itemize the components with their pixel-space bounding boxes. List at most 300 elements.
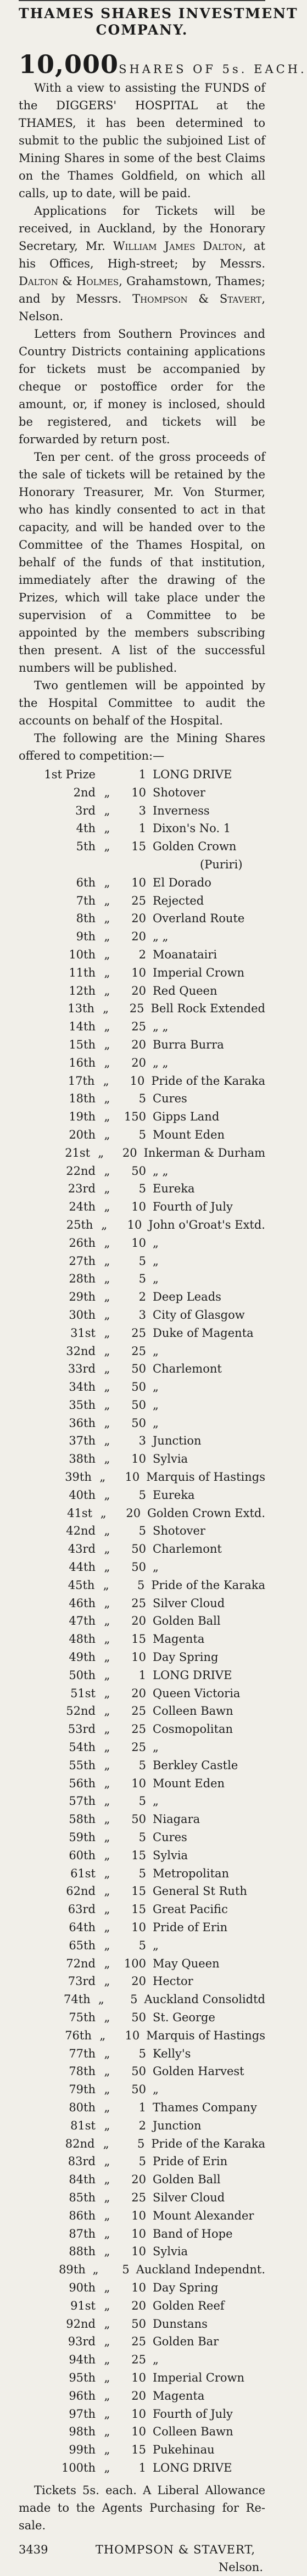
share-quantity: 2	[138, 947, 146, 961]
prize-row	[19, 2117, 265, 2135]
prize-row	[19, 2009, 265, 2027]
share-quantity: 10	[127, 1218, 142, 1231]
mine-name: „ „	[153, 1020, 169, 1034]
mine-name: May Queen	[153, 1956, 220, 1970]
mine-name: Duke of Magenta	[153, 1326, 254, 1340]
ditto-mark: „	[104, 1614, 110, 1628]
mine-name: Eureka	[153, 1488, 195, 1502]
share-quantity: 5	[122, 2263, 130, 2277]
mine-name: Pride of the Karaka	[151, 1074, 265, 1088]
mine-name: Cosmopolitan	[153, 1722, 233, 1736]
share-quantity: 5	[137, 2137, 145, 2150]
prize-row	[19, 2243, 265, 2261]
prize-row	[19, 1054, 265, 1072]
ditto-mark: „	[104, 2010, 110, 2024]
mine-name: Dunstans	[153, 2317, 208, 2330]
prize-number: 19th	[69, 1110, 96, 1124]
ditto-mark: „	[104, 1020, 110, 1034]
prize-number: 29th	[69, 1290, 96, 1304]
prize-row	[19, 2459, 265, 2477]
prize-number: 1st Prize	[44, 768, 96, 781]
share-quantity: 20	[131, 1038, 146, 1051]
ditto-mark: „	[104, 2190, 110, 2204]
mine-name: City of Glasgow	[153, 1308, 245, 1322]
prize-number: 65th	[69, 1938, 96, 1952]
prize-row	[19, 2207, 265, 2225]
mine-name: Band of Hope	[153, 2227, 233, 2240]
prize-row	[19, 1702, 265, 1720]
prize-number: 43rd	[68, 1542, 96, 1556]
prize-number: 45th	[68, 1578, 95, 1592]
ditto-mark: „	[103, 1578, 109, 1592]
prize-number: 39th	[65, 1470, 92, 1484]
prize-row	[19, 1937, 265, 1955]
prize-row	[19, 1252, 265, 1270]
prize-row	[19, 1144, 265, 1162]
share-quantity: 50	[131, 1398, 146, 1412]
prize-number: 100th	[61, 2461, 96, 2474]
prize-row	[19, 1648, 265, 1666]
share-quantity: 50	[131, 2065, 146, 2078]
ditto-mark: „	[104, 1848, 110, 1862]
share-quantity: 15	[131, 840, 146, 854]
prize-number: 99th	[69, 2443, 96, 2457]
prize-row	[19, 982, 265, 1000]
prize-row	[19, 1522, 265, 1540]
prize-number: 34th	[69, 1380, 96, 1394]
prize-number: 52nd	[66, 1704, 96, 1718]
ditto-mark: „	[103, 1074, 109, 1088]
prize-row	[19, 2225, 265, 2243]
prize-row	[19, 1288, 265, 1306]
share-quantity: 25	[131, 1344, 146, 1358]
mine-name: „	[153, 1398, 159, 1412]
ditto-mark: „	[104, 1938, 110, 1952]
prize-row	[19, 1630, 265, 1648]
prize-row	[19, 2045, 265, 2063]
ditto-mark: „	[98, 1146, 104, 1159]
share-quantity: 20	[126, 1506, 141, 1520]
share-quantity: 5	[138, 1182, 146, 1196]
share-quantity: 3	[138, 804, 146, 817]
ditto-mark: „	[104, 2100, 110, 2114]
share-quantity: 50	[131, 1380, 146, 1394]
prize-row	[19, 1216, 265, 1234]
share-quantity: 10	[131, 1452, 146, 1466]
mine-name: „ „	[153, 930, 169, 944]
ditto-mark: „	[104, 2317, 110, 2330]
prize-row	[19, 1180, 265, 1198]
prize-row	[19, 1775, 265, 1793]
ditto-mark: „	[104, 840, 110, 854]
prize-row	[19, 1396, 265, 1414]
ditto-mark: „	[104, 2389, 110, 2402]
prize-row	[19, 1558, 265, 1576]
mine-name: Silver Cloud	[153, 2190, 225, 2204]
mine-name: Cures	[153, 1831, 187, 1844]
mine-name: „	[153, 1380, 159, 1394]
share-quantity: 25	[131, 2190, 146, 2204]
mine-name: „	[153, 1741, 159, 1754]
prize-row	[19, 1828, 265, 1847]
mine-name: Sylvia	[153, 1848, 188, 1862]
mine-name: „	[153, 1272, 159, 1286]
share-quantity: 5	[138, 1938, 146, 1952]
share-quantity: 2	[138, 2118, 146, 2132]
prize-number: 78th	[69, 2065, 96, 2078]
mine-name: Pride of the Karaka	[151, 1578, 265, 1592]
mine-name: Golden Ball	[153, 1614, 221, 1628]
ditto-mark: „	[104, 822, 110, 835]
ditto-mark: „	[104, 1200, 110, 1214]
ditto-mark: „	[104, 2083, 110, 2097]
share-quantity: 10	[131, 966, 146, 979]
ditto-mark: „	[104, 1236, 110, 1250]
ditto-mark: „	[104, 1092, 110, 1106]
share-quantity: 10	[131, 2425, 146, 2439]
mine-name: LONG DRIVE	[153, 1668, 232, 1682]
ditto-mark: „	[104, 2118, 110, 2132]
prize-number: 97th	[69, 2407, 96, 2421]
prize-number: 89th	[59, 2263, 86, 2277]
ditto-mark: „	[104, 1632, 110, 1646]
mine-name: Kelly's	[153, 2047, 191, 2060]
prize-row	[19, 1504, 265, 1523]
prize-number: 62nd	[66, 1884, 96, 1898]
mine-name: Gipps Land	[153, 1110, 220, 1124]
share-quantity: 5	[138, 1524, 146, 1538]
mine-name: Fourth of July	[153, 1200, 233, 1214]
mine-name: Golden Reef	[153, 2299, 225, 2312]
share-quantity: 5	[138, 1866, 146, 1880]
secretary-name: William James Dalton	[113, 239, 243, 253]
prize-number: 24th	[69, 1200, 96, 1214]
prize-row	[19, 964, 265, 982]
share-quantity: 10	[131, 2281, 146, 2294]
share-quantity: 2	[138, 1290, 146, 1304]
prize-row	[19, 892, 265, 910]
prize-number: 57th	[69, 1794, 96, 1808]
prize-row	[19, 2441, 265, 2459]
prize-row	[19, 1234, 265, 1252]
share-quantity: 15	[131, 1884, 146, 1898]
prize-number: 84th	[69, 2173, 96, 2187]
prize-number: 12th	[69, 984, 96, 997]
prize-number: 59th	[69, 1831, 96, 1844]
prize-row	[19, 1810, 265, 1828]
prize-row	[19, 874, 265, 892]
prize-number: 86th	[69, 2209, 96, 2222]
mine-name: Silver Cloud	[153, 1596, 225, 1610]
prize-number: 2nd	[73, 785, 96, 799]
share-quantity: 15	[131, 1632, 146, 1646]
prize-number: 49th	[69, 1651, 96, 1664]
mine-location: (Puriri)	[200, 857, 243, 871]
mine-name: El Dorado	[153, 876, 211, 889]
prize-number: 44th	[69, 1560, 96, 1574]
mine-name: Auckland Independnt.	[136, 2263, 265, 2277]
prize-number: 58th	[69, 1813, 96, 1826]
ditto-mark: „	[104, 1398, 110, 1412]
share-quantity: 20	[131, 930, 146, 944]
paragraph-applications: Applications for Tickets will be received, in Auckland, by the Honorary Secretary, Mr. William James Dalton, at his Offices, High-street; by Messrs. Dalton & Holmes, Grahamstown, Thames; and by Messrs. Thompson & Stavert, Nelson.	[19, 204, 265, 323]
ditto-mark: „	[104, 1813, 110, 1826]
mine-name: Fourth of July	[153, 2407, 233, 2421]
mine-name: Marquis of Hastings	[146, 1470, 265, 1484]
share-quantity: 20	[122, 1146, 137, 1159]
share-quantity: 10	[131, 785, 146, 799]
share-quantity: 1	[138, 768, 146, 781]
signature	[19, 2541, 265, 2558]
prize-row	[19, 1955, 265, 1973]
share-quantity: 10	[131, 2371, 146, 2384]
ditto-mark: „	[104, 1308, 110, 1322]
prize-number: 31st	[70, 1326, 96, 1340]
share-quantity: 5	[138, 1272, 146, 1286]
ditto-mark: „	[104, 1452, 110, 1466]
prize-row	[19, 2423, 265, 2441]
mine-name: Shotover	[153, 785, 205, 799]
share-quantity: 25	[131, 1020, 146, 1034]
share-quantity: 50	[131, 1542, 146, 1556]
ditto-mark: „	[104, 2227, 110, 2240]
share-quantity: 1	[138, 822, 146, 835]
prize-number: 15th	[69, 1038, 96, 1051]
ditto-mark: „	[104, 966, 110, 979]
share-quantity: 50	[131, 1813, 146, 1826]
prize-number: 56th	[69, 1776, 96, 1790]
prize-number: 3rd	[75, 804, 96, 817]
prize-row	[19, 1865, 265, 1883]
ditto-mark: „	[104, 2299, 110, 2312]
share-quantity: 20	[131, 2389, 146, 2402]
prize-row	[19, 1360, 265, 1378]
prize-number: 82nd	[65, 2137, 95, 2150]
prize-row	[19, 1468, 265, 1486]
mine-name: Sylvia	[153, 1452, 188, 1466]
top-rule	[19, 0, 265, 1]
share-quantity: 1	[138, 2100, 146, 2114]
prize-number: 76th	[65, 2028, 92, 2042]
prize-row	[19, 2027, 265, 2045]
ditto-mark: „	[104, 1668, 110, 1682]
mine-name: Pride of Erin	[153, 2155, 228, 2168]
mine-name: Junction	[153, 1434, 202, 1448]
mine-name: Charlemont	[153, 1362, 222, 1376]
ditto-mark: „	[104, 2425, 110, 2439]
prize-number: 87th	[69, 2227, 96, 2240]
ditto-mark: „	[104, 1182, 110, 1196]
mine-name: „	[153, 1794, 159, 1808]
ditto-mark: „	[104, 1794, 110, 1808]
ditto-mark: „	[104, 1542, 110, 1556]
ditto-mark: „	[104, 984, 110, 997]
mine-name: Thames Company	[153, 2100, 257, 2114]
mine-name: Golden Crown Extd.	[147, 1506, 266, 1520]
prize-number: 64th	[69, 1921, 96, 1934]
ditto-mark: „	[104, 2209, 110, 2222]
prize-number: 47th	[69, 1614, 96, 1628]
mine-name: Imperial Crown	[153, 2371, 244, 2384]
share-quantity: 10	[131, 2227, 146, 2240]
mine-name: Colleen Bawn	[153, 2425, 233, 2439]
ditto-mark: „	[103, 2137, 109, 2150]
mine-name: Colleen Bawn	[153, 1704, 233, 1718]
prize-row	[19, 1882, 265, 1900]
prize-number: 10th	[69, 947, 96, 961]
share-quantity: 100	[124, 1956, 146, 1970]
agent-firm: THOMPSON & STAVERT,	[95, 2542, 255, 2556]
share-quantity: 1	[138, 1668, 146, 1682]
ditto-mark: „	[104, 1128, 110, 1141]
prize-row	[19, 2315, 265, 2333]
prize-row	[19, 1342, 265, 1361]
agent-firm-1: Dalton & Holmes	[19, 275, 119, 288]
share-quantity: 25	[131, 2353, 146, 2367]
paragraph-audit: Two gentlemen will be appointed by the Hospital Committee to audit the accounts on behalf of the Hospital.	[19, 679, 265, 727]
prize-row	[19, 1126, 265, 1144]
shares-offer	[19, 49, 307, 79]
ditto-mark: „	[100, 1506, 107, 1520]
mine-name: Hector	[153, 1975, 193, 1988]
ditto-mark: „	[104, 1903, 110, 1916]
share-quantity: 50	[131, 2317, 146, 2330]
prize-number: 30th	[69, 1308, 96, 1322]
ditto-mark: „	[104, 2281, 110, 2294]
mine-name: LONG DRIVE	[153, 2461, 232, 2474]
share-quantity: 50	[131, 1164, 146, 1178]
mine-name: Eureka	[153, 1182, 195, 1196]
prize-number: 27th	[69, 1254, 96, 1268]
prize-row	[19, 1306, 265, 1324]
ditto-mark: „	[104, 1758, 110, 1772]
prize-number: 11th	[69, 966, 96, 979]
share-quantity: 5	[138, 1758, 146, 1772]
ditto-mark: „	[104, 1380, 110, 1394]
prize-row	[19, 2135, 265, 2153]
prize-row	[19, 1919, 265, 1937]
mine-name: Burra Burra	[153, 1038, 224, 1051]
prize-row	[19, 1486, 265, 1504]
mine-name: Dixon's No. 1	[153, 822, 231, 835]
paragraph-list-intro: The following are the Mining Shares offered to competition:—	[19, 732, 265, 762]
mine-name: Metropolitan	[153, 1866, 230, 1880]
share-quantity: 5	[138, 1128, 146, 1141]
ditto-mark: „	[104, 1344, 110, 1358]
prize-row	[19, 910, 265, 928]
mine-name: „	[153, 1416, 159, 1430]
ditto-mark: „	[104, 1488, 110, 1502]
prize-row	[19, 928, 265, 946]
share-quantity: 5	[138, 1831, 146, 1844]
prize-number: 8th	[76, 912, 96, 925]
mine-name: St. George	[153, 2010, 215, 2024]
agent-firm-2: Thompson & Stavert	[132, 292, 262, 305]
prize-number: 17th	[68, 1074, 95, 1088]
heading-line-1: THAMES SHARES INVESTMENT	[19, 5, 298, 21]
mine-name: Imperial Crown	[153, 966, 244, 979]
prize-row	[19, 819, 265, 838]
ditto-mark: „	[104, 1884, 110, 1898]
share-quantity: 5	[137, 1578, 145, 1592]
mine-name: General St Ruth	[153, 1884, 247, 1898]
mine-name: LONG DRIVE	[153, 768, 232, 781]
prize-number: 91st	[70, 2299, 96, 2312]
share-quantity: 10	[125, 2028, 140, 2042]
ditto-mark: „	[104, 2407, 110, 2421]
prize-row	[19, 2387, 265, 2405]
share-quantity: 15	[131, 2443, 146, 2457]
mine-name: Inverness	[153, 804, 210, 817]
prize-number: 7th	[76, 894, 96, 907]
prize-number: 38th	[69, 1452, 96, 1466]
prize-row	[19, 1594, 265, 1613]
share-quantity: 5	[130, 1993, 138, 2006]
ditto-mark: „	[104, 2065, 110, 2078]
heading-line-2: COMPANY.	[96, 22, 188, 38]
prize-number: 81st	[70, 2118, 96, 2132]
mine-name: Bell Rock Extended	[150, 1002, 265, 1016]
prize-row	[19, 2333, 265, 2351]
share-quantity: 20	[131, 2173, 146, 2187]
prize-number: 50th	[69, 1668, 96, 1682]
prize-row	[19, 2171, 265, 2189]
ditto-mark: „	[104, 912, 110, 925]
share-quantity: 25	[131, 1722, 146, 1736]
prize-row	[19, 1738, 265, 1757]
share-quantity: 20	[131, 1056, 146, 1069]
agent-place: Nelson.	[218, 2560, 263, 2574]
prize-number: 36th	[69, 1416, 96, 1430]
prize-number: 20th	[69, 1128, 96, 1141]
ditto-mark: „	[103, 1002, 109, 1016]
ditto-mark: „	[104, 2245, 110, 2259]
mine-name: Mount Eden	[153, 1776, 225, 1790]
prize-number: 92nd	[66, 2317, 96, 2330]
mine-name: Auckland Consolidtd	[144, 1993, 265, 2006]
prize-number: 42nd	[66, 1524, 96, 1538]
prize-number: 79th	[69, 2083, 96, 2097]
share-quantity: 20	[131, 912, 146, 925]
prize-number: 54th	[69, 1741, 96, 1754]
prize-number: 25th	[66, 1218, 93, 1231]
prize-row	[19, 2099, 265, 2117]
prize-row	[19, 2351, 265, 2369]
ditto-mark: „	[104, 876, 110, 889]
prize-number: 98th	[69, 2425, 96, 2439]
prize-number: 40th	[69, 1488, 96, 1502]
prize-number: 4th	[76, 822, 96, 835]
mine-name: „	[153, 1938, 159, 1952]
share-quantity: 50	[131, 1416, 146, 1430]
ditto-mark: „	[104, 894, 110, 907]
shares-count: 10,000	[19, 49, 119, 79]
ditto-mark: „	[104, 1704, 110, 1718]
ditto-mark: „	[104, 1831, 110, 1844]
ditto-mark: „	[104, 1686, 110, 1700]
prize-number: 14th	[69, 1020, 96, 1034]
prize-number: 18th	[69, 1092, 96, 1106]
share-quantity: 50	[131, 2010, 146, 2024]
ditto-mark: „	[104, 1651, 110, 1664]
share-quantity: 150	[124, 1110, 146, 1124]
mine-name: Mount Eden	[153, 1128, 225, 1141]
prize-row	[19, 1036, 265, 1054]
prize-row	[19, 1090, 265, 1108]
mine-name: Moanatairi	[153, 947, 217, 961]
prize-row	[19, 784, 265, 802]
prize-row	[19, 1792, 265, 1810]
